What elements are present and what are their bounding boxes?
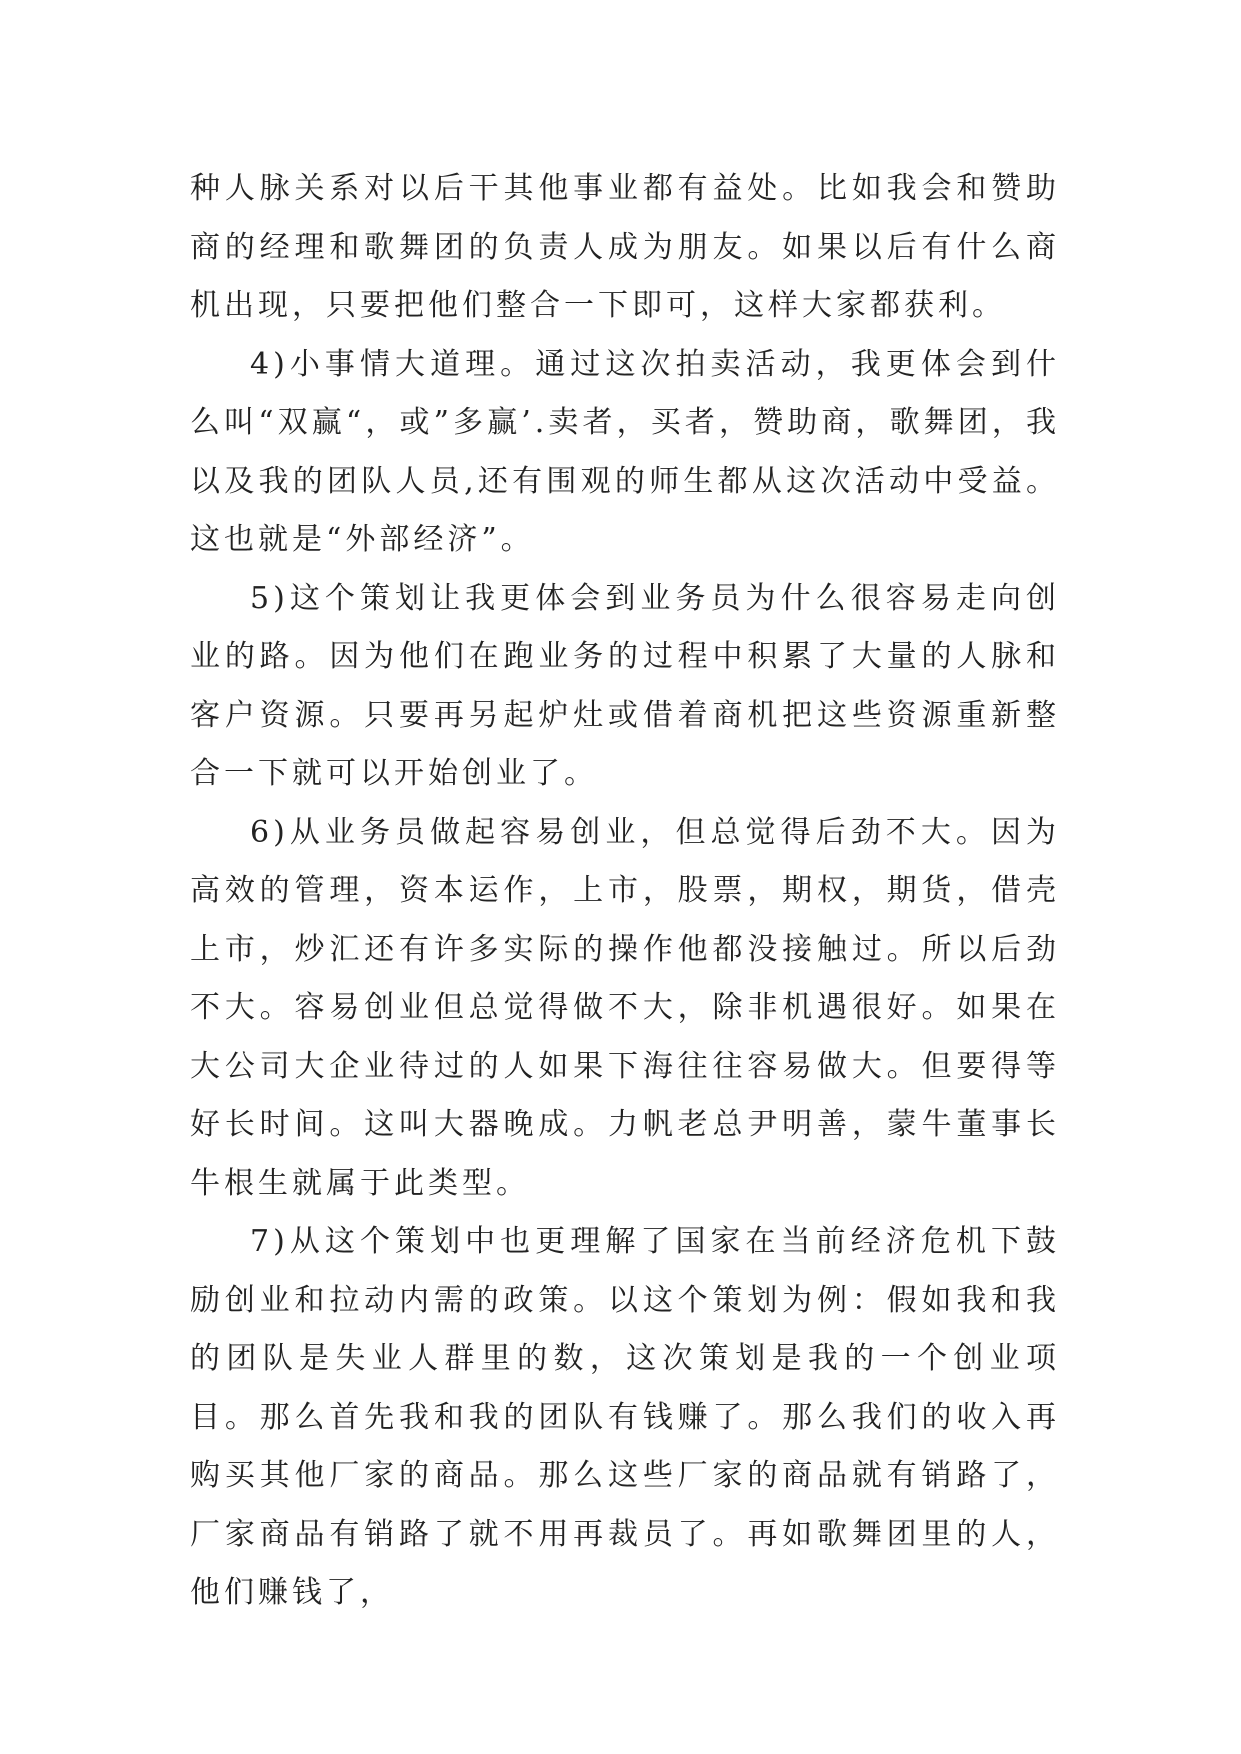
paragraph-continuation: 种人脉关系对以后干其他事业都有益处。比如我会和赞助商的经理和歌舞团的负责人成为朋友。如果以后有什么商机出现，只要把他们整合一下即可，这样大家都获利。 xyxy=(190,171,1060,323)
paragraph-point-5: 5)这个策划让我更体会到业务员为什么很容易走向创业的路。因为他们在跑业务的过程中积累了大量的人脉和客户资源。只要再另起炉灶或借着商机把这些资源重新整合一下就可以开始创业了。 xyxy=(190,580,1060,791)
paragraph-point-7: 7)从这个策划中也更理解了国家在当前经济危机下鼓励创业和拉动内需的政策。以这个策划为例：假如我和我的团队是失业人群里的数，这次策划是我的一个创业项目。那么首先我和我的团队有钱赚了。那么我们的收入再购买其他厂家的商品。那么这些厂家的商品就有销路了，厂家商品有销路了就不用再裁员了。再如歌舞团里的人，他们赚钱了， xyxy=(190,1224,1060,1610)
paragraph-point-6: 6)从业务员做起容易创业，但总觉得后劲不大。因为高效的管理，资本运作，上市，股票，期权，期货，借壳上市，炒汇还有许多实际的操作他都没接触过。所以后劲不大。容易创业但总觉得做不大，除非机遇很好。如果在大公司大企业待过的人如果下海往往容易做大。但要得等好长时间。这叫大器晚成。力帆老总尹明善，蒙牛董事长牛根生就属于此类型。 xyxy=(190,814,1060,1201)
document-body xyxy=(190,160,1060,1623)
paragraph-point-4: 4)小事情大道理。通过这次拍卖活动，我更体会到什么叫“双赢“，或”多赢’.卖者，买者，赞助商，歌舞团，我以及我的团队人员,还有围观的师生都从这次活动中受益。这也就是“外部经济”。 xyxy=(190,346,1060,557)
